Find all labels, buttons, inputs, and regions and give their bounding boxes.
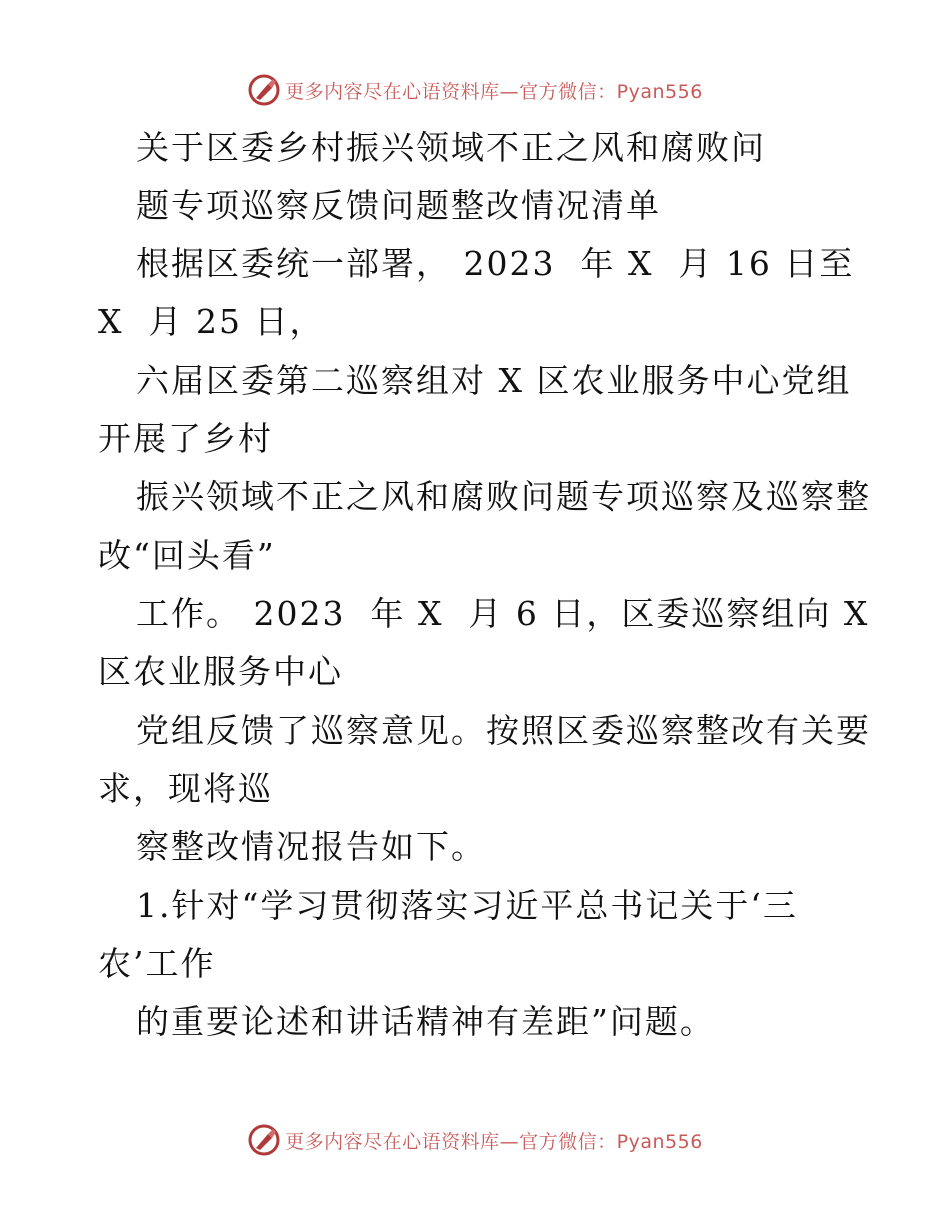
paragraph-line: 六届区委第二巡察组对 X 区农业服务中心党组: [136, 361, 852, 400]
paragraph-line: 振兴领域不正之风和腐败问题专项巡察及巡察整: [136, 477, 871, 516]
paragraph-line: 开展了乡村: [98, 419, 273, 458]
paragraph-line: 工作。 2023 年 X 月 6 日，区委巡察组向 X: [136, 594, 870, 633]
paragraph-line: 区农业服务中心: [98, 652, 343, 691]
document-title-line-2: 题专项巡察反馈问题整改情况清单: [136, 186, 661, 225]
paragraph-line: 的重要论述和讲话精神有差距”问题。: [136, 1002, 715, 1041]
paragraph-line: 察整改情况报告如下。: [136, 827, 486, 866]
footer-banner-text: 更多内容尽在心语资料库—官方微信：Pyan556: [285, 1130, 703, 1153]
paragraph-line: 党组反馈了巡察意见。按照区委巡察整改有关要: [136, 711, 871, 750]
document-title-line-1: 关于区委乡村振兴领域不正之风和腐败问: [136, 128, 766, 167]
paragraph-line: 根据区委统一部署， 2023 年 X 月 16 日至: [136, 244, 855, 283]
paragraph-line: 农’工作: [98, 944, 216, 983]
paragraph-line: X 月 25 日，: [98, 302, 325, 341]
paragraph-line: 求，现将巡: [98, 769, 273, 808]
paragraph-line: 改“回头看”: [98, 536, 276, 575]
footer-banner: [0, 1120, 950, 1160]
paragraph-line: 1.针对“学习贯彻落实习近平总书记关于‘三: [136, 886, 798, 925]
pen-nib-logo-icon: [247, 1123, 281, 1157]
header-banner-text: 更多内容尽在心语资料库—官方微信：Pyan556: [285, 80, 703, 103]
